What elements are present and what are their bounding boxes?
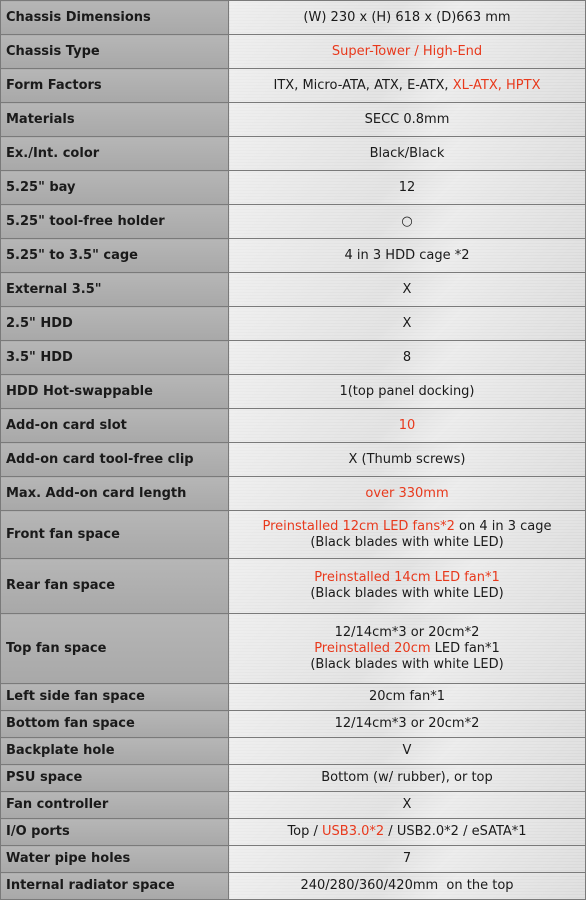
spec-label: Left side fan space [1, 684, 229, 711]
spec-value-line [229, 797, 585, 813]
spec-value-text: 12 [398, 179, 416, 195]
spec-value-text: V [402, 743, 412, 758]
spec-row [1, 443, 586, 477]
spec-value [229, 765, 586, 792]
spec-value-highlight: 10 [398, 417, 416, 433]
spec-value-text: Bottom (w/ rubber), or top [321, 770, 493, 785]
spec-value-text: 240/280/360/420mm on the top [300, 878, 514, 893]
spec-value-line [229, 657, 585, 673]
spec-value [229, 792, 586, 819]
spec-value-line [229, 418, 585, 434]
spec-value [229, 307, 586, 341]
spec-value-text: 1(top panel docking) [339, 383, 475, 399]
spec-value-highlight: USB3.0*2 [322, 824, 385, 839]
spec-label: Ex./Int. color [1, 137, 229, 171]
spec-label: Backplate hole [1, 738, 229, 765]
spec-value-text: 7 [402, 851, 412, 866]
spec-row [1, 819, 586, 846]
spec-row [1, 614, 586, 684]
spec-value [229, 103, 586, 137]
spec-value-line [229, 519, 585, 535]
spec-label: Max. Add-on card length [1, 477, 229, 511]
spec-row [1, 205, 586, 239]
spec-value-line [229, 535, 585, 551]
spec-label: Fan controller [1, 792, 229, 819]
spec-row [1, 511, 586, 559]
spec-row [1, 239, 586, 273]
spec-value-line [229, 486, 585, 502]
spec-row [1, 846, 586, 873]
spec-value-text: 8 [402, 349, 412, 365]
spec-row [1, 559, 586, 614]
spec-value [229, 477, 586, 511]
spec-table-body [1, 1, 586, 900]
spec-value-highlight: Preinstalled 20cm [314, 640, 431, 656]
spec-value-text: 12/14cm*3 or 20cm*2 [334, 624, 480, 640]
spec-value [229, 239, 586, 273]
spec-row [1, 873, 586, 900]
spec-value-highlight: Super-Tower / High-End [331, 43, 483, 59]
spec-value-line [229, 282, 585, 298]
spec-value-line [229, 146, 585, 162]
spec-value-text: X (Thumb screws) [348, 451, 466, 467]
spec-label: 2.5" HDD [1, 307, 229, 341]
spec-value [229, 614, 586, 684]
spec-value [229, 341, 586, 375]
spec-label: Water pipe holes [1, 846, 229, 873]
spec-label: Internal radiator space [1, 873, 229, 900]
spec-value-line [229, 452, 585, 468]
spec-label: External 3.5" [1, 273, 229, 307]
spec-value [229, 205, 586, 239]
spec-row [1, 171, 586, 205]
spec-value-text: on 4 in 3 cage [454, 518, 552, 534]
spec-value-line [229, 350, 585, 366]
spec-value [229, 1, 586, 35]
spec-value-line [229, 625, 585, 641]
spec-value-text: Black/Black [369, 145, 445, 161]
spec-value-line [229, 214, 585, 230]
spec-row [1, 477, 586, 511]
spec-value-line [229, 316, 585, 332]
spec-value-text: (Black blades with white LED) [310, 656, 504, 672]
spec-row [1, 1, 586, 35]
spec-value-line [229, 586, 585, 602]
spec-value-text: (Black blades with white LED) [310, 586, 504, 601]
spec-label: HDD Hot-swappable [1, 375, 229, 409]
spec-row [1, 375, 586, 409]
spec-row [1, 307, 586, 341]
spec-value-line [229, 641, 585, 657]
spec-label: Add-on card slot [1, 409, 229, 443]
spec-value-line [229, 570, 585, 586]
spec-row [1, 103, 586, 137]
spec-label: Bottom fan space [1, 711, 229, 738]
spec-label: Materials [1, 103, 229, 137]
spec-value-line [229, 743, 585, 759]
spec-value-text: 12/14cm*3 or 20cm*2 [334, 716, 480, 731]
spec-label: I/O ports [1, 819, 229, 846]
spec-value-text: X [402, 281, 412, 297]
spec-row [1, 69, 586, 103]
spec-value-line [229, 824, 585, 840]
spec-value-line [229, 851, 585, 867]
spec-value-line [229, 770, 585, 786]
spec-value-line [229, 10, 585, 26]
spec-value-line [229, 112, 585, 128]
spec-value-text: X [402, 315, 412, 331]
spec-value-text: 20cm fan*1 [368, 689, 446, 704]
spec-row [1, 409, 586, 443]
spec-value-text: X [402, 797, 412, 812]
spec-value [229, 171, 586, 205]
spec-value-line [229, 689, 585, 705]
spec-label: PSU space [1, 765, 229, 792]
spec-label: 5.25" bay [1, 171, 229, 205]
spec-label: 5.25" to 3.5" cage [1, 239, 229, 273]
spec-value-highlight: XL-ATX, HPTX [452, 77, 541, 93]
spec-value-line [229, 384, 585, 400]
spec-value [229, 409, 586, 443]
spec-value-highlight: over 330mm [365, 485, 449, 501]
spec-label: Chassis Type [1, 35, 229, 69]
spec-value-line [229, 180, 585, 196]
spec-value-text: 4 in 3 HDD cage *2 [344, 247, 470, 263]
spec-value-highlight: Preinstalled 12cm LED fans*2 [262, 518, 455, 534]
spec-value [229, 819, 586, 846]
spec-value-text: ○ [401, 213, 413, 229]
spec-value [229, 511, 586, 559]
spec-label: Form Factors [1, 69, 229, 103]
spec-row [1, 273, 586, 307]
spec-value [229, 375, 586, 409]
spec-value [229, 443, 586, 477]
spec-label: Top fan space [1, 614, 229, 684]
spec-value [229, 273, 586, 307]
spec-value [229, 35, 586, 69]
spec-label: 3.5" HDD [1, 341, 229, 375]
spec-value-line [229, 248, 585, 264]
spec-row [1, 711, 586, 738]
spec-value-line [229, 78, 585, 94]
spec-row [1, 137, 586, 171]
spec-value-text: (Black blades with white LED) [310, 534, 504, 550]
spec-value-highlight: Preinstalled 14cm LED fan*1 [314, 570, 500, 585]
spec-row [1, 738, 586, 765]
spec-value-line [229, 716, 585, 732]
spec-label: Front fan space [1, 511, 229, 559]
spec-value-text: Top / [287, 824, 323, 839]
spec-row [1, 765, 586, 792]
spec-value-text: LED fan*1 [430, 640, 500, 656]
spec-value [229, 738, 586, 765]
spec-value [229, 711, 586, 738]
spec-value [229, 137, 586, 171]
spec-value-text: (W) 230 x (H) 618 x (D)663 mm [303, 9, 511, 25]
spec-value [229, 684, 586, 711]
spec-label: Rear fan space [1, 559, 229, 614]
spec-row [1, 35, 586, 69]
spec-value [229, 69, 586, 103]
spec-value-line [229, 878, 585, 894]
spec-value-text: SECC 0.8mm [364, 111, 450, 127]
spec-value [229, 559, 586, 614]
spec-row [1, 341, 586, 375]
spec-value-text: ITX, Micro-ATA, ATX, E-ATX, [273, 77, 453, 93]
spec-value [229, 846, 586, 873]
spec-value-text: / USB2.0*2 / eSATA*1 [384, 824, 527, 839]
spec-value-line [229, 44, 585, 60]
spec-label: 5.25" tool-free holder [1, 205, 229, 239]
spec-label: Add-on card tool-free clip [1, 443, 229, 477]
spec-value [229, 873, 586, 900]
spec-row [1, 684, 586, 711]
spec-label: Chassis Dimensions [1, 1, 229, 35]
spec-row [1, 792, 586, 819]
